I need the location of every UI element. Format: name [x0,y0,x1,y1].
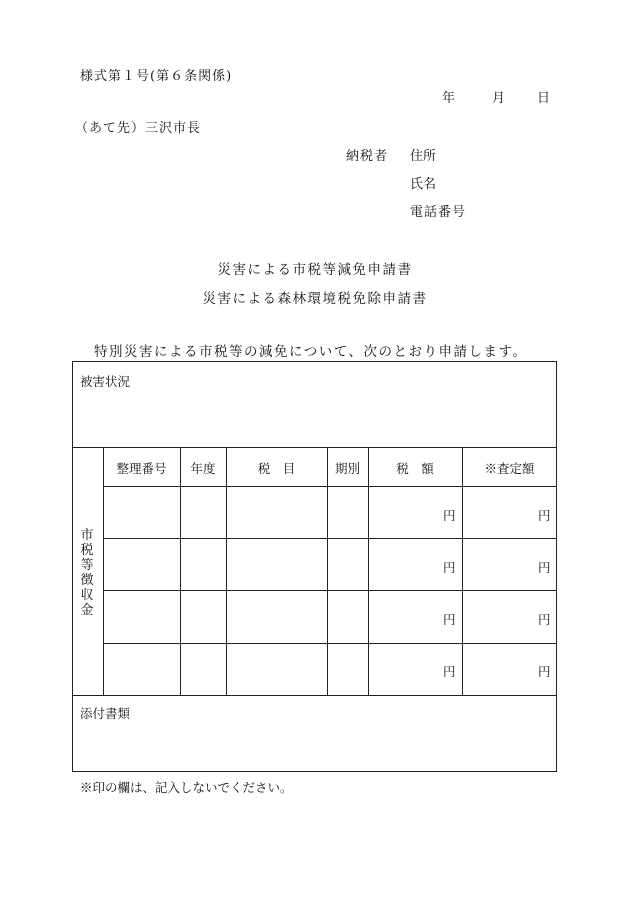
yen-unit: 円 [538,664,551,679]
divider [72,695,557,696]
divider [72,447,557,448]
addressee: （あて先）三沢市長 [75,121,202,136]
yen-unit: 円 [443,612,456,627]
divider [103,643,557,644]
name-label: 氏名 [410,177,437,192]
yen-unit: 円 [538,612,551,627]
footnote: ※印の欄は、記入しないでください。 [80,780,293,795]
attachments-label: 添付書類 [80,706,131,721]
divider [180,447,181,695]
column-header-assessed-amount: ※査定額 [484,461,535,476]
column-header-reference-number: 整理番号 [116,461,167,476]
form-number: 様式第１号(第６条関係) [80,69,233,84]
address-label: 住所 [410,149,437,164]
divider [103,538,557,539]
divider [327,447,328,695]
damage-status-label: 被害状況 [80,374,131,389]
yen-unit: 円 [538,508,551,523]
divider [103,486,557,487]
intro-text: 特別災害による市税等の減免について、次のとおり申請します。 [94,344,528,360]
yen-unit: 円 [443,560,456,575]
date-year-label: 年 [442,91,456,106]
yen-unit: 円 [443,508,456,523]
column-header-fiscal-year: 年度 [190,461,216,476]
taxpayer-label: 納税者 [346,149,389,164]
form-title-2: 災害による森林環境税免除申請書 [202,291,428,307]
date-month-label: 月 [492,91,506,106]
divider [103,447,104,695]
date-day-label: 日 [537,91,551,106]
divider [368,447,369,695]
yen-unit: 円 [443,664,456,679]
form-title-1: 災害による市税等減免申請書 [217,262,413,278]
divider [226,447,227,695]
column-header-tax-item: 税 目 [257,461,296,476]
application-table [72,361,557,772]
municipal-tax-section-label: 市 税 等 徴 収 金 [80,528,94,618]
column-header-period: 期別 [334,461,360,476]
divider [103,590,557,591]
column-header-tax-amount: 税 額 [396,461,434,476]
phone-label: 電話番号 [410,205,467,220]
yen-unit: 円 [538,560,551,575]
divider [462,447,463,695]
